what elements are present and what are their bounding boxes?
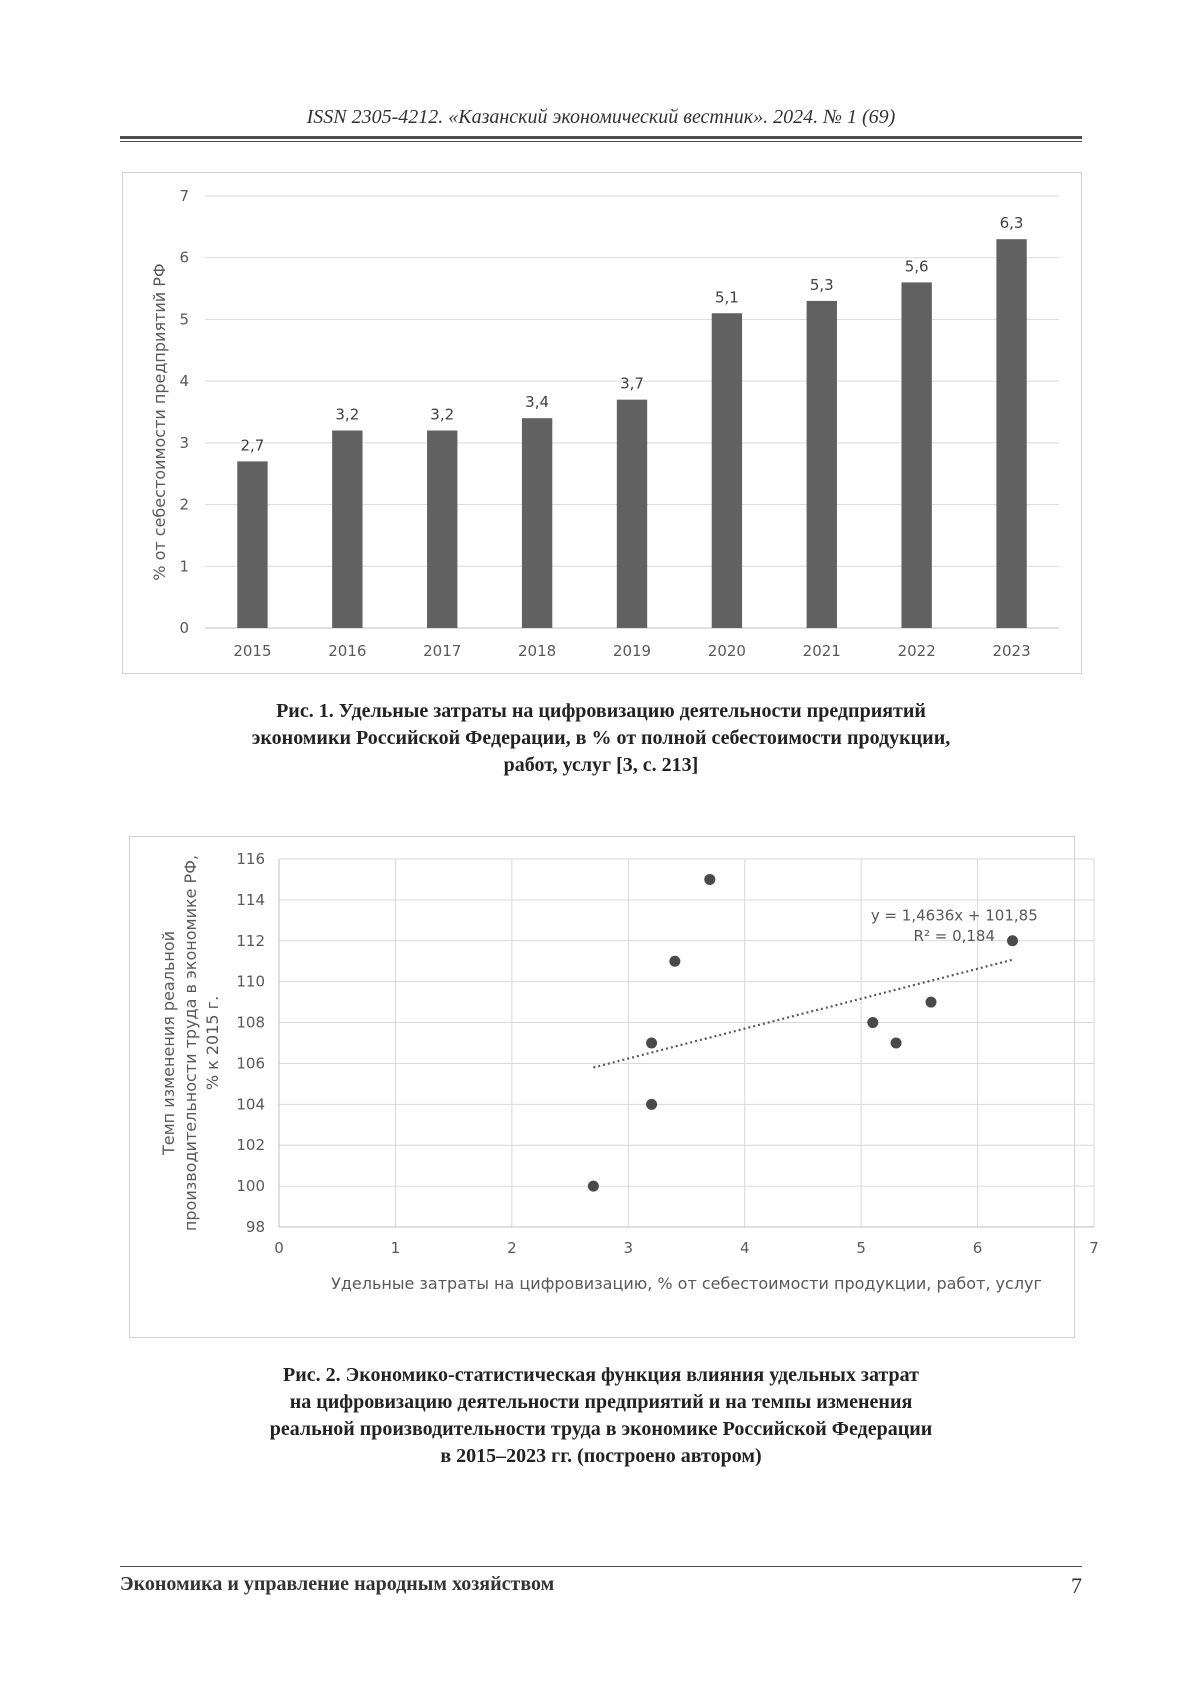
figure-2-caption-line: на цифровизацию деятельности предприятий и на темпы изменения: [289, 1391, 913, 1413]
bar-data-label: 3,7: [620, 374, 644, 393]
trendline-r-squared: R² = 0,184: [913, 926, 996, 945]
y-tick-label: 0: [179, 619, 189, 637]
x-tick-label: 1: [390, 1239, 401, 1257]
y-axis-label-line: % к 2015 г.: [203, 995, 222, 1091]
scatter-point: [669, 956, 680, 967]
bar-data-label: 5,6: [904, 257, 929, 276]
bar-data-label: 3,4: [525, 393, 550, 412]
page-number: 7: [1071, 1573, 1082, 1598]
figure-1-caption-line: экономики Российской Федерации, в % от полной себестоимости продукции,: [251, 727, 951, 749]
x-tick-label: 2019: [612, 642, 652, 660]
y-tick-label: 5: [179, 310, 189, 329]
x-tick-label: 2022: [897, 642, 936, 660]
y-tick-label: 6: [179, 248, 189, 267]
figure-1-bar-chart: [122, 172, 1082, 674]
x-tick-label: 2017: [423, 642, 462, 660]
y-tick-label: 116: [236, 850, 265, 868]
y-tick-label: 100: [236, 1177, 265, 1196]
bar: [617, 400, 647, 628]
scatter-point: [891, 1038, 902, 1049]
scatter-point: [646, 1038, 657, 1049]
y-axis-label-line: Темп изменения реальной: [159, 930, 178, 1156]
scatter-point: [588, 1181, 599, 1192]
header-rule-thick: [120, 136, 1082, 139]
bar-data-label: 5,1: [714, 288, 739, 307]
scatter-point: [867, 1017, 878, 1028]
y-tick-label: 112: [236, 931, 265, 950]
figure-1-caption: [120, 698, 1082, 779]
figure-2-caption-line: в 2015–2023 гг. (построено автором): [440, 1445, 762, 1467]
figure-2-caption: [120, 1362, 1082, 1470]
scatter-point: [704, 874, 715, 885]
bar: [237, 461, 267, 628]
y-tick-label: 98: [245, 1218, 265, 1236]
figure-2-caption-line: реальной производительности труда в экономике Российской Федерации: [269, 1418, 933, 1440]
y-axis-label: % от себестоимости предприятий РФ: [150, 263, 169, 581]
y-tick-label: 4: [179, 372, 189, 391]
x-tick-label: 2: [507, 1239, 517, 1257]
figure-2-caption-line: Рис. 2. Экономико-статистическая функция влияния удельных затрат: [283, 1364, 919, 1386]
y-tick-label: 104: [236, 1095, 265, 1114]
bar: [807, 301, 837, 628]
y-tick-label: 110: [236, 972, 265, 991]
figure-2-scatter-chart: [129, 836, 1099, 1338]
scatter-point: [926, 997, 937, 1008]
y-axis-label-line: производительности труда в экономике РФ,: [181, 854, 200, 1232]
y-tick-label: 3: [179, 433, 189, 452]
y-tick-label: 7: [179, 187, 189, 205]
bar-data-label: 3,2: [335, 405, 360, 424]
x-tick-label: 0: [274, 1239, 284, 1257]
scatter-point: [646, 1099, 657, 1110]
footer-rule: [120, 1566, 1082, 1567]
bar-data-label: 6,3: [999, 214, 1024, 233]
x-tick-label: 2016: [328, 642, 367, 660]
bar-data-label: 5,3: [809, 275, 834, 294]
x-tick-label: 2023: [992, 642, 1031, 660]
footer-section-title: Экономика и управление народным хозяйством: [120, 1573, 555, 1595]
x-axis-label: Удельные затраты на цифровизацию, % от себестоимости продукции, работ, услуг: [331, 1274, 1042, 1293]
bar-chart-svg: [123, 173, 1081, 673]
trendline-equation: y = 1,4636x + 101,85: [870, 906, 1038, 925]
x-tick-label: 5: [856, 1239, 866, 1257]
bar: [522, 418, 552, 628]
x-tick-label: 6: [972, 1239, 983, 1257]
y-tick-label: 2: [179, 495, 189, 514]
bar-data-label: 2,7: [240, 436, 265, 455]
y-tick-label: 1: [179, 557, 189, 576]
trendline: [593, 960, 1012, 1068]
x-tick-label: 2018: [518, 642, 557, 660]
x-tick-label: 4: [739, 1239, 750, 1257]
bar: [901, 282, 931, 628]
bar: [712, 313, 742, 628]
y-tick-label: 106: [236, 1054, 265, 1073]
scatter-chart-svg: [130, 837, 1099, 1337]
bar: [332, 431, 362, 628]
y-tick-label: 102: [236, 1136, 265, 1155]
header-rule-thin: [120, 141, 1082, 142]
x-tick-label: 2021: [802, 642, 841, 660]
y-tick-label: 108: [236, 1013, 265, 1032]
x-tick-label: 2020: [707, 642, 746, 660]
figure-1-caption-line: Рис. 1. Удельные затраты на цифровизацию деятельности предприятий: [276, 700, 926, 722]
figure-1-caption-line: работ, услуг [3, с. 213]: [503, 754, 699, 776]
x-tick-label: 3: [623, 1239, 634, 1257]
x-tick-label: 2015: [233, 642, 272, 660]
journal-header: ISSN 2305-4212. «Казанский экономический вестник». 2024. № 1 (69): [306, 106, 896, 128]
bar: [427, 431, 457, 628]
scatter-point: [1007, 935, 1018, 946]
y-tick-label: 114: [236, 890, 265, 909]
bar: [996, 239, 1026, 628]
bar-data-label: 3,2: [430, 405, 455, 424]
x-tick-label: 7: [1089, 1239, 1099, 1257]
